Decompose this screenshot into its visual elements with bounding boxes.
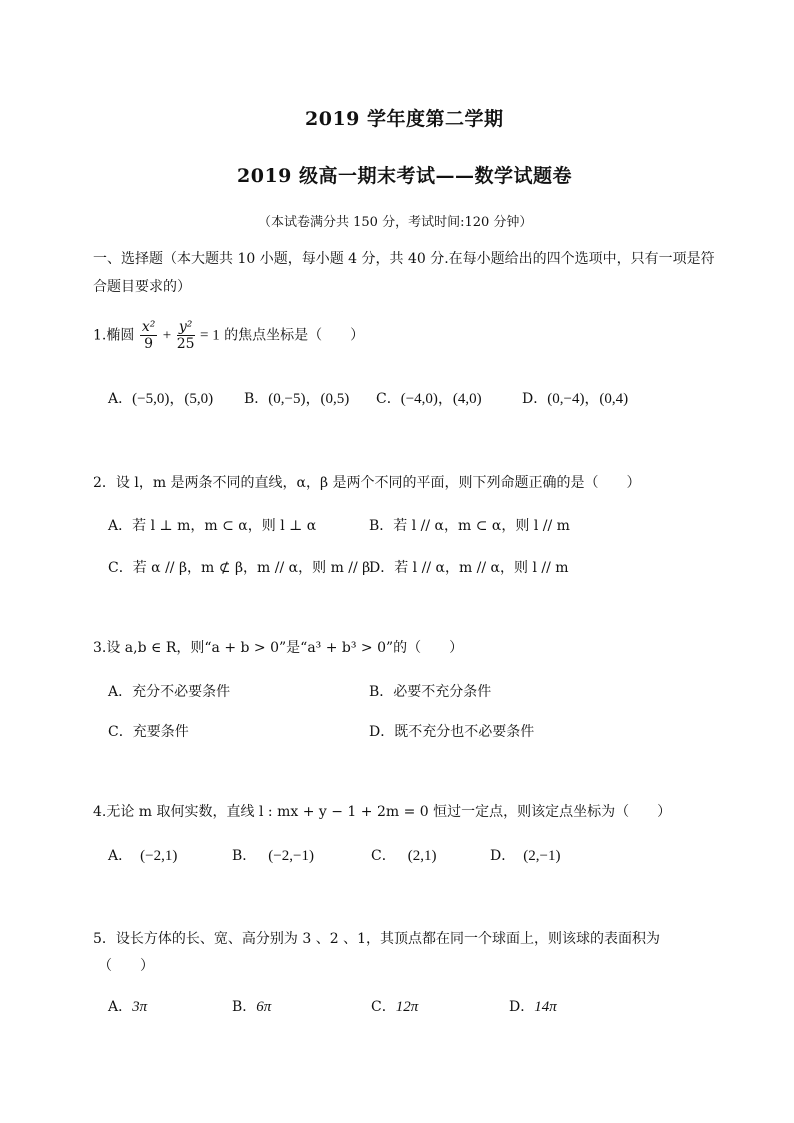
q3-option-b [369,681,491,701]
option-letter: B． [232,999,257,1015]
q4-option-c [371,845,436,865]
option-letter: A． [108,999,133,1015]
q1-plus: + [162,327,172,344]
option-text: 若 α // β，m ⊄ β，m // α，则 m // β [132,560,371,576]
q1-prefix: 1.椭圆 [93,327,135,344]
q5-option-b [232,996,271,1016]
option-text: (−2,−1) [268,848,314,864]
option-text: 若 l // α，m // α，则 l // m [394,560,569,576]
option-text: 6π [256,999,272,1015]
option-text: (0,−4)，(0,4) [547,391,629,407]
q1-option-d [522,387,628,408]
option-letter: B． [369,518,394,534]
q1-frac2-den: 25 [176,336,195,352]
exam-title: 2019 级高一期末考试——数学试题卷 [237,165,572,187]
q5-option-c [371,996,418,1016]
q3-option-c [108,721,189,741]
question-5-stem: 5．设长方体的长、宽、高分别为 3 、2 、1，其顶点都在同一个球面上，则该球的表面积为 [93,931,660,947]
option-letter: D． [522,391,548,407]
q1-fraction-y [177,319,195,352]
option-letter: A． [108,684,133,700]
option-text: 3π [132,999,148,1015]
question-4-stem: 4.无论 m 取何实数，直线 l : mx + y − 1 + 2m = 0 恒过一定点，则该定点坐标为（ ） [93,804,672,820]
option-letter: C． [371,848,396,864]
q2-option-c [108,557,370,577]
q1-frac1-num: x² [141,319,156,335]
q1-fraction-x [140,319,158,352]
q1-equals: = 1 [199,327,220,344]
q4-option-d [490,845,560,865]
option-text: 12π [395,999,419,1015]
q5-option-d [509,996,557,1016]
option-letter: A． [108,848,133,864]
option-letter: A． [108,518,133,534]
option-text: (−4,0)，(4,0) [400,391,482,407]
section-heading-line1: 一、选择题（本大题共 10 小题，每小题 4 分，共 40 分.在每小题给出的四个选项中，只有一项是符 [93,251,715,267]
exam-note: （本试卷满分共 150 分，考试时间:120 分钟） [258,215,533,230]
option-text: 若 l ⊥ m，m ⊂ α，则 l ⊥ α [132,518,317,534]
option-letter: C． [376,391,401,407]
q2-option-a [108,515,316,535]
question-5-stem-line2: （ ） [98,958,154,974]
option-text: 若 l // α，m ⊂ α，则 l // m [393,518,570,534]
option-text: (2,−1) [523,848,561,864]
option-text: (0,−5)，(0,5) [268,391,350,407]
option-text: 充分不必要条件 [132,684,231,700]
q2-option-b [369,515,570,535]
option-text: 必要不充分条件 [393,684,492,700]
exam-term-title: 2019 学年度第二学期 [305,108,504,130]
q1-option-b [244,387,349,408]
option-letter: B． [369,684,394,700]
option-letter: D． [490,848,516,864]
question-3-stem: 3.设 a,b ∈ R，则“a + b > 0”是“a³ + b³ > 0”的（ ） [93,640,464,656]
q4-option-b [232,845,314,865]
q2-option-d [369,557,569,577]
q1-option-a [108,387,213,408]
option-letter: B． [244,391,269,407]
option-text: (2,1) [407,848,437,864]
option-text: 充要条件 [132,724,189,740]
q1-suffix: 的焦点坐标是（ ） [224,327,365,344]
option-text: (−2,1) [140,848,178,864]
option-letter: C． [371,999,396,1015]
q4-option-a [108,845,177,865]
option-letter: C． [108,724,133,740]
option-letter: D． [369,724,395,740]
q3-option-a [108,681,230,701]
q3-option-d [369,721,534,741]
option-letter: D． [509,999,535,1015]
question-2-stem: 2．设 l，m 是两条不同的直线，α，β 是两个不同的平面，则下列命题正确的是（ ） [93,475,641,491]
option-letter: D． [369,560,395,576]
q1-frac2-num: y² [177,319,195,336]
option-letter: C． [108,560,133,576]
q1-frac1-den: 9 [144,336,154,352]
section-heading-line2: 合题目要求的） [93,279,191,295]
option-text: 14π [534,999,557,1015]
question-1-stem [93,319,364,352]
option-text: 既不充分也不必要条件 [394,724,535,740]
option-letter: A． [108,391,133,407]
option-text: (−5,0)，(5,0) [132,391,214,407]
option-letter: B． [232,848,257,864]
q5-option-a [108,996,147,1016]
q1-option-c [376,387,482,408]
